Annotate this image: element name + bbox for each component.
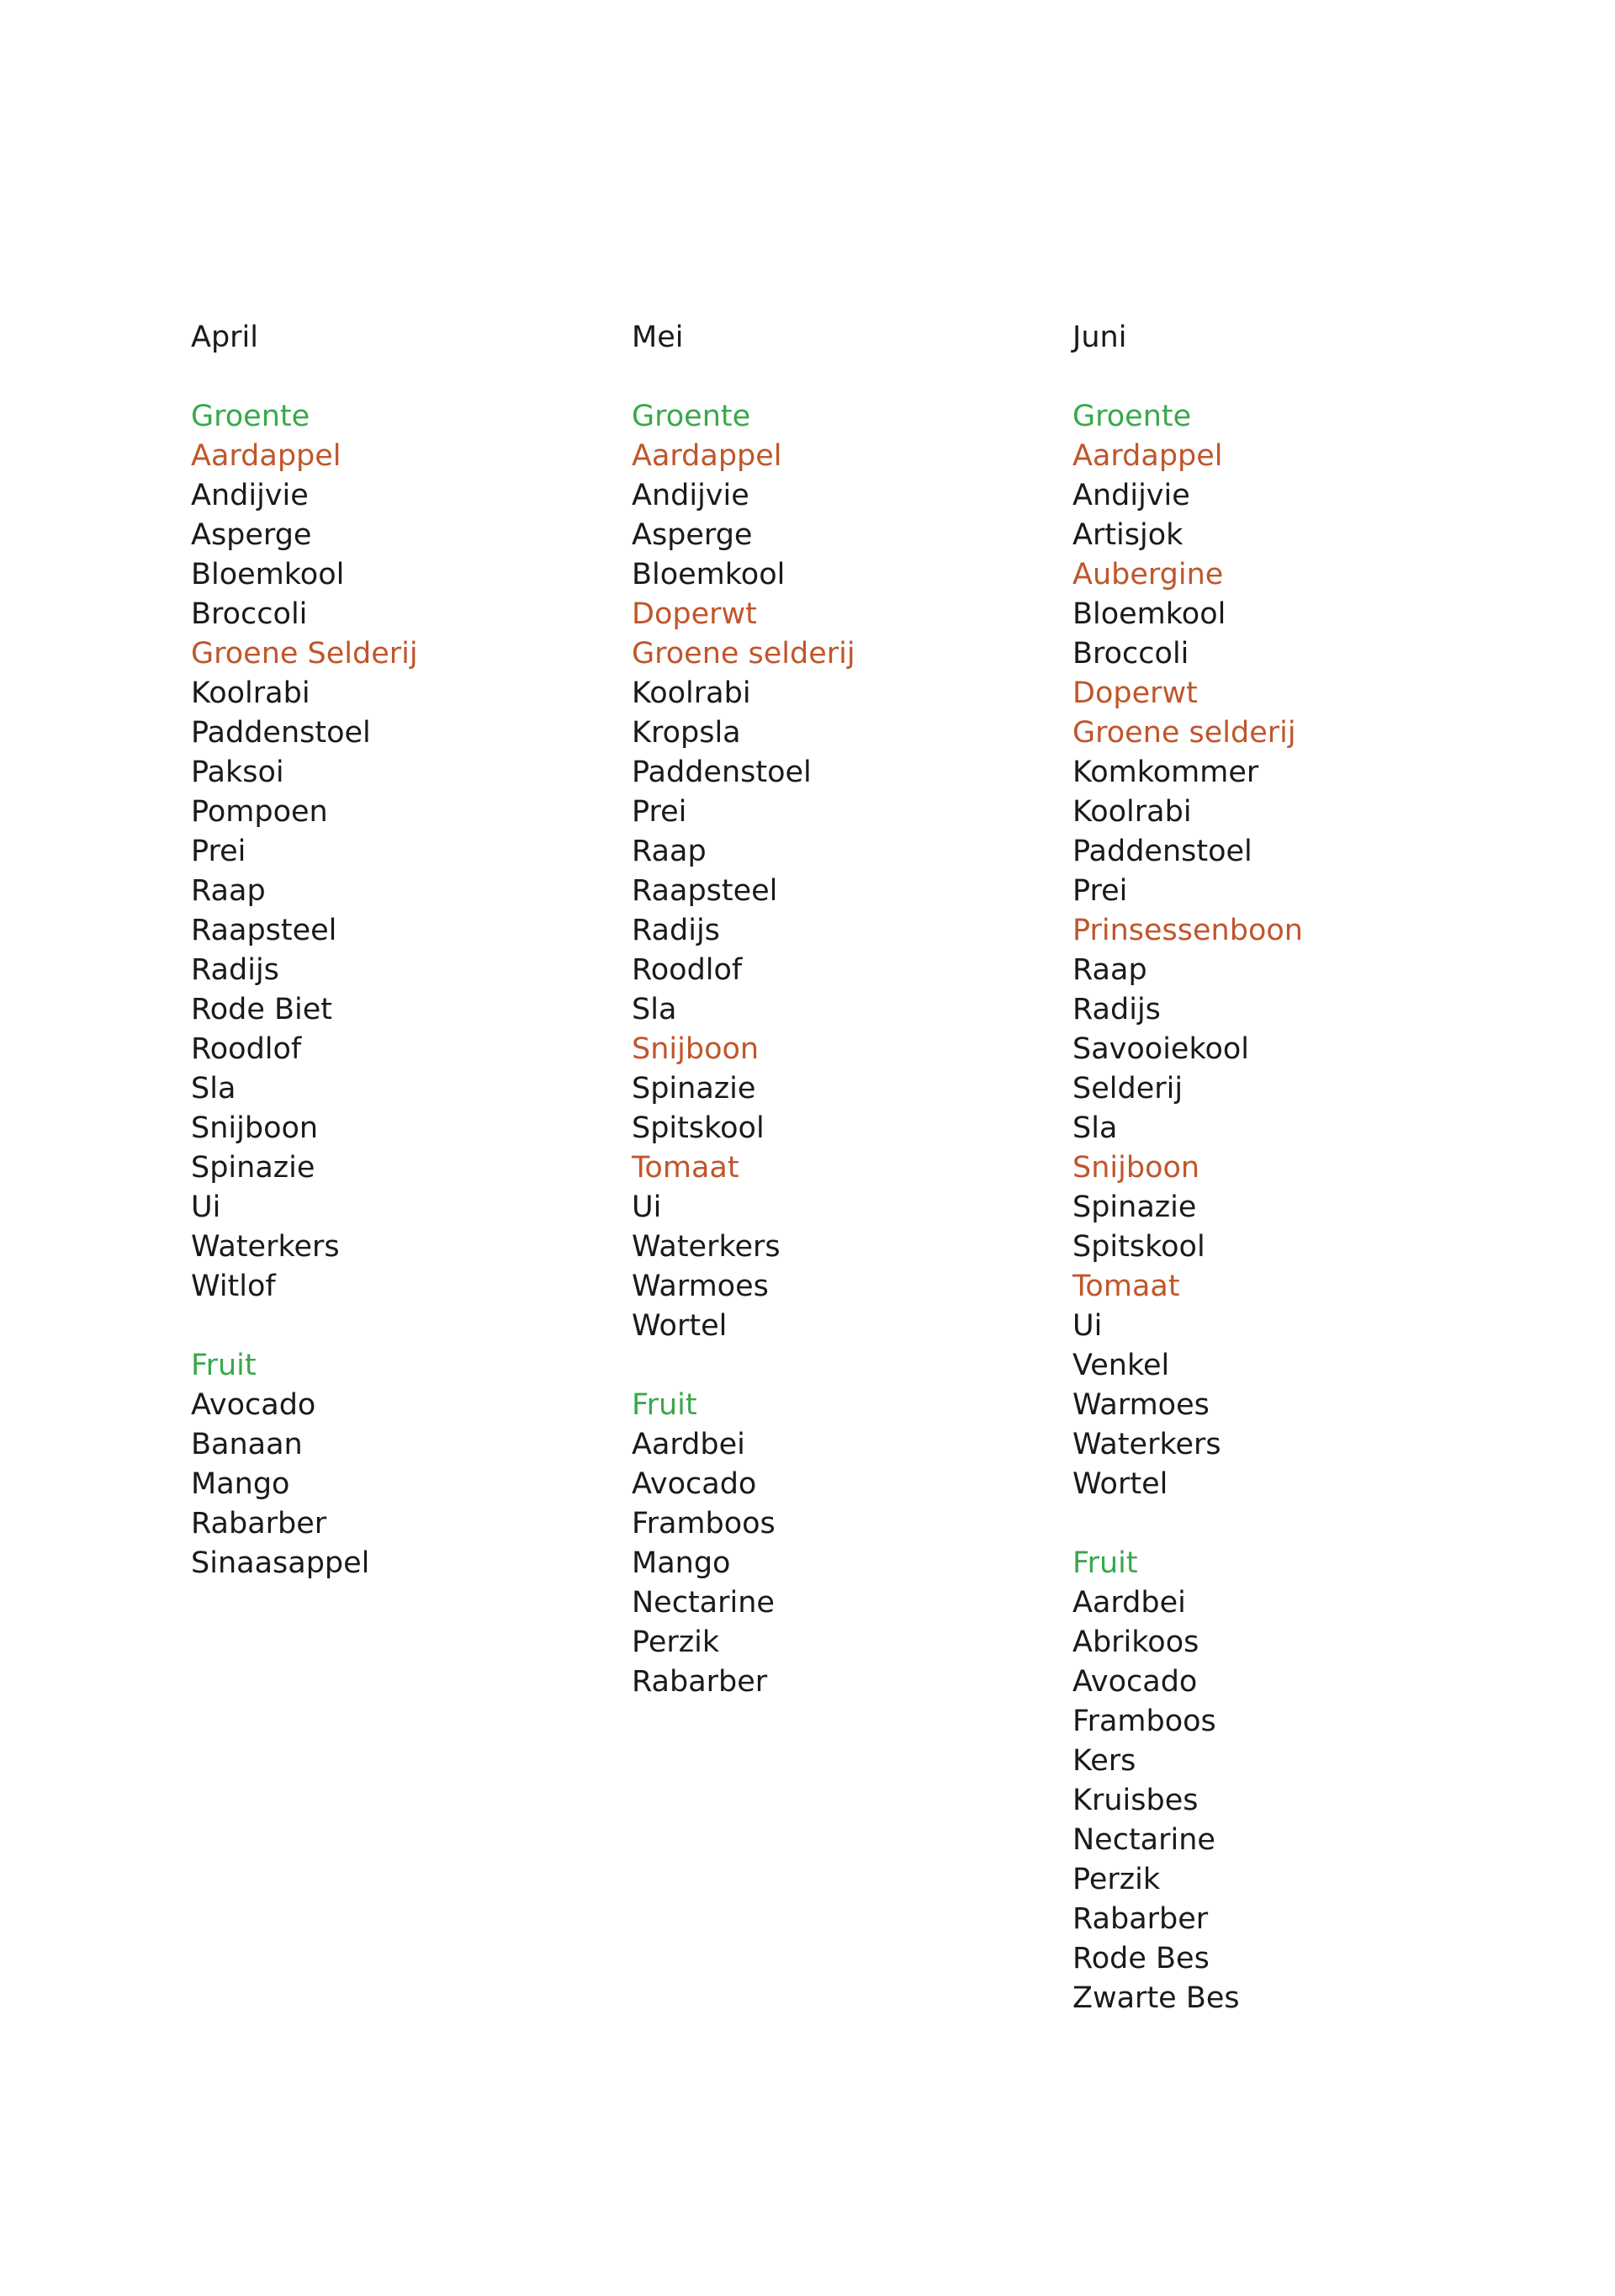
produce-item: Pompoen xyxy=(191,795,328,829)
produce-item-highlighted: Groene selderij xyxy=(632,637,855,671)
produce-item: Prei xyxy=(1072,874,1128,908)
produce-item: Spinazie xyxy=(632,1072,756,1106)
produce-item: Snijboon xyxy=(191,1111,319,1145)
produce-item: Framboos xyxy=(1072,1705,1216,1738)
produce-item: Paksoi xyxy=(191,756,284,789)
produce-item: Ui xyxy=(632,1190,662,1224)
produce-item: Spitskool xyxy=(632,1111,765,1145)
produce-item: Warmoes xyxy=(632,1270,769,1303)
produce-item: Ui xyxy=(191,1190,221,1224)
produce-item: Koolrabi xyxy=(191,676,310,710)
produce-item: Raapsteel xyxy=(632,874,778,908)
produce-item: Broccoli xyxy=(191,597,308,631)
produce-list xyxy=(1072,437,1493,1504)
produce-item-highlighted: Aardappel xyxy=(1072,439,1223,473)
produce-item: Zwarte Bes xyxy=(1072,1981,1240,2015)
produce-list xyxy=(632,437,1052,1346)
produce-item: Paddenstoel xyxy=(1072,835,1252,868)
produce-item: Radijs xyxy=(191,953,279,987)
produce-item: Radijs xyxy=(632,914,720,947)
produce-item: Wortel xyxy=(1072,1467,1168,1501)
produce-item: Abrikoos xyxy=(1072,1625,1199,1659)
produce-item: Asperge xyxy=(191,518,312,552)
produce-item: Rabarber xyxy=(632,1665,768,1699)
produce-item: Bloemkool xyxy=(1072,597,1226,631)
produce-item: Sla xyxy=(632,993,677,1026)
produce-item: Spinazie xyxy=(191,1151,315,1185)
produce-item: Paddenstoel xyxy=(191,716,371,750)
produce-item: Roodlof xyxy=(191,1032,302,1066)
produce-item: Spitskool xyxy=(1072,1230,1205,1264)
produce-item: Rabarber xyxy=(191,1507,327,1540)
section-fruit xyxy=(191,1346,612,1583)
produce-item-highlighted: Tomaat xyxy=(1072,1270,1180,1303)
produce-item: Rabarber xyxy=(1072,1902,1209,1936)
section-fruit xyxy=(632,1386,1052,1702)
produce-item: Kropsla xyxy=(632,716,741,750)
produce-item: Nectarine xyxy=(632,1586,775,1620)
produce-item-highlighted: Groene selderij xyxy=(1072,716,1296,750)
produce-item: Perzik xyxy=(632,1625,720,1659)
month-title: April xyxy=(191,321,258,354)
produce-item: Banaan xyxy=(191,1428,303,1461)
month-column-mei xyxy=(632,318,1052,1742)
produce-item-highlighted: Tomaat xyxy=(632,1151,739,1185)
month-title: Juni xyxy=(1072,321,1127,354)
produce-item: Asperge xyxy=(632,518,753,552)
produce-item-highlighted: Snijboon xyxy=(1072,1151,1200,1185)
produce-item: Prei xyxy=(191,835,246,868)
produce-list xyxy=(1072,1583,1493,2018)
section-heading: Groente xyxy=(632,400,751,433)
section-groente xyxy=(632,397,1052,1346)
section-heading: Fruit xyxy=(1072,1546,1138,1580)
produce-item-highlighted: Prinsessenboon xyxy=(1072,914,1303,947)
produce-item: Aardbei xyxy=(1072,1586,1186,1620)
produce-item: Aardbei xyxy=(632,1428,745,1461)
produce-item: Waterkers xyxy=(632,1230,781,1264)
produce-item-highlighted: Aardappel xyxy=(191,439,342,473)
produce-item: Kruisbes xyxy=(1072,1784,1199,1817)
produce-list xyxy=(191,437,612,1307)
section-groente xyxy=(1072,397,1493,1504)
produce-item-highlighted: Aardappel xyxy=(632,439,782,473)
produce-item: Rode Biet xyxy=(191,993,333,1026)
month-column-juni xyxy=(1072,318,1493,2058)
section-groente xyxy=(191,397,612,1307)
produce-item: Warmoes xyxy=(1072,1388,1210,1422)
produce-item: Sla xyxy=(1072,1111,1118,1145)
produce-item: Avocado xyxy=(1072,1665,1198,1699)
produce-list xyxy=(191,1386,612,1583)
produce-item-highlighted: Snijboon xyxy=(632,1032,760,1066)
produce-item: Sla xyxy=(191,1072,236,1106)
produce-item: Raap xyxy=(1072,953,1147,987)
produce-item: Roodlof xyxy=(632,953,743,987)
month-title: Mei xyxy=(632,321,684,354)
produce-item: Bloemkool xyxy=(632,558,786,591)
produce-item: Andijvie xyxy=(1072,479,1190,512)
produce-item: Witlof xyxy=(191,1270,276,1303)
produce-item-highlighted: Doperwt xyxy=(632,597,757,631)
section-heading: Groente xyxy=(1072,400,1192,433)
produce-item: Mango xyxy=(191,1467,290,1501)
section-heading: Fruit xyxy=(191,1349,257,1382)
produce-item: Komkommer xyxy=(1072,756,1259,789)
produce-item: Ui xyxy=(1072,1309,1103,1343)
produce-item: Framboos xyxy=(632,1507,776,1540)
produce-list xyxy=(632,1425,1052,1702)
produce-item: Bloemkool xyxy=(191,558,345,591)
produce-item: Mango xyxy=(632,1546,731,1580)
produce-item: Rode Bes xyxy=(1072,1942,1210,1975)
produce-item: Andijvie xyxy=(632,479,749,512)
produce-item: Raap xyxy=(191,874,266,908)
produce-item: Venkel xyxy=(1072,1349,1170,1382)
produce-item-highlighted: Groene Selderij xyxy=(191,637,418,671)
produce-item: Waterkers xyxy=(1072,1428,1221,1461)
produce-item: Prei xyxy=(632,795,687,829)
produce-item: Raapsteel xyxy=(191,914,337,947)
produce-item: Spinazie xyxy=(1072,1190,1197,1224)
produce-item: Paddenstoel xyxy=(632,756,812,789)
produce-item: Selderij xyxy=(1072,1072,1183,1106)
produce-item: Andijvie xyxy=(191,479,309,512)
produce-item: Avocado xyxy=(191,1388,316,1422)
produce-item: Kers xyxy=(1072,1744,1136,1778)
produce-item: Koolrabi xyxy=(632,676,751,710)
produce-item: Radijs xyxy=(1072,993,1161,1026)
produce-item: Sinaasappel xyxy=(191,1546,370,1580)
produce-item: Avocado xyxy=(632,1467,757,1501)
month-column-april xyxy=(191,318,612,1623)
produce-item: Koolrabi xyxy=(1072,795,1192,829)
produce-item: Nectarine xyxy=(1072,1823,1215,1857)
section-fruit xyxy=(1072,1544,1493,2018)
section-heading: Groente xyxy=(191,400,310,433)
produce-item: Waterkers xyxy=(191,1230,340,1264)
produce-item: Raap xyxy=(632,835,707,868)
produce-item: Artisjok xyxy=(1072,518,1183,552)
produce-item-highlighted: Aubergine xyxy=(1072,558,1224,591)
section-heading: Fruit xyxy=(632,1388,697,1422)
produce-item: Broccoli xyxy=(1072,637,1189,671)
produce-item: Wortel xyxy=(632,1309,728,1343)
produce-item-highlighted: Doperwt xyxy=(1072,676,1198,710)
produce-item: Perzik xyxy=(1072,1863,1161,1896)
produce-item: Savooiekool xyxy=(1072,1032,1250,1066)
